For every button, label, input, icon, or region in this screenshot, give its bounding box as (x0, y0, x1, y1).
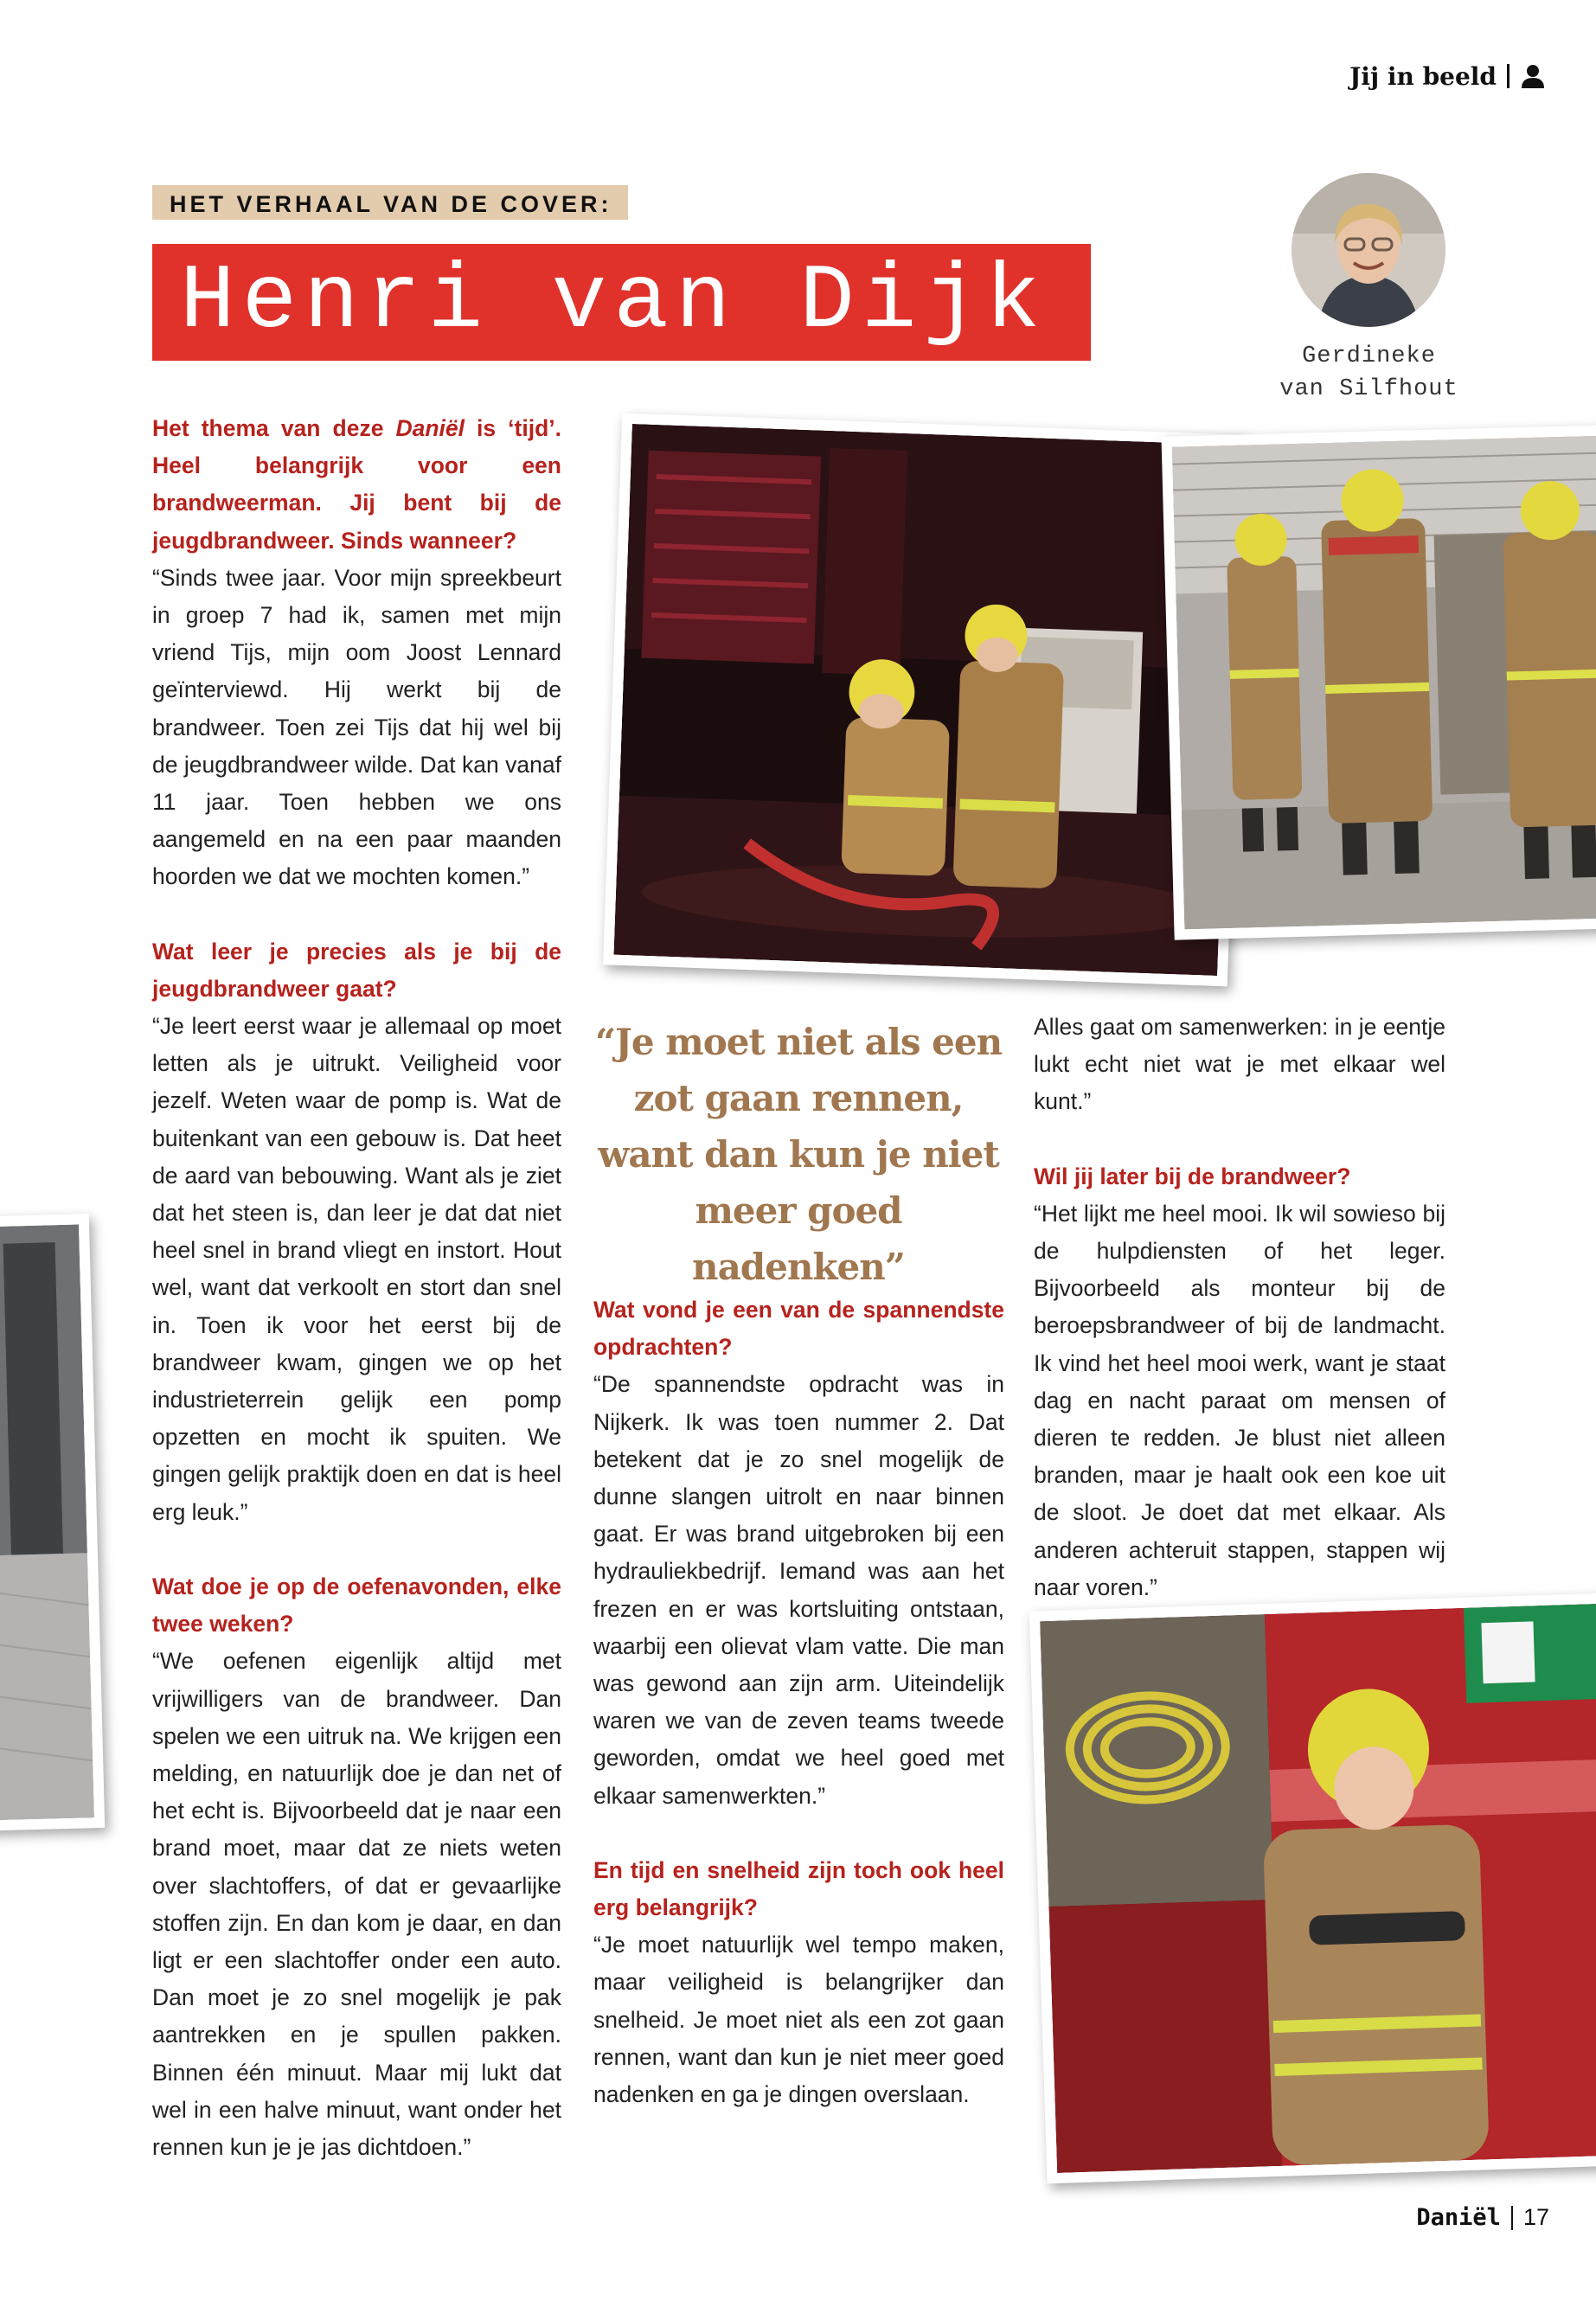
answer-5-continued: Alles gaat om samenwerken: in je eentje lukt echt niet wat je met elkaar wel kunt.” (1034, 1014, 1445, 1115)
magazine-name-em: Daniël (395, 415, 465, 441)
author-name-line-2: van Silfhout (1279, 376, 1458, 402)
title-banner (152, 244, 1091, 361)
question-5: En tijd en snelheid zijn toch ook heel erg belangrijk? (593, 1856, 1004, 1921)
article-column-2 (593, 1292, 1004, 2113)
footer-divider (1511, 2206, 1513, 2230)
question-1-pre: Het thema van deze (152, 415, 396, 441)
answer-6: “Het lijkt me heel mooi. Ik wil sowieso bij de hulpdiensten of het leger. Bijvoorbeeld als monteur bij de beroepsbrandweer of bij de landmacht. Ik vind het heel mooi werk, want je staat dag en nacht paraat om mensen of dieren te redden. Je blust niet alleen branden, maar je haalt ook een koe uit de sloot. Je doet dat met elkaar. Als anderen achteruit stappen, stappen wij naar voren.” (1034, 1200, 1445, 1600)
question-6: Wil jij later bij de brandweer? (1034, 1163, 1351, 1189)
photo-hose-training (603, 413, 1247, 987)
page-number: 17 (1522, 2204, 1549, 2230)
question-2: Wat leer je precies als je bij de jeugdbrandweer gaat? (152, 938, 561, 1002)
photo-group-outdoors (1161, 425, 1596, 939)
question-1-post: is ‘tijd’. Heel belangrijk voor een brandweerman. Jij bent bij de jeugdbrandweer. Sinds wanneer? (152, 415, 561, 554)
photo-boy-with-nozzle (1029, 1593, 1596, 2184)
question-3: Wat doe je op de oefenavonden, elke twee weken? (152, 1573, 561, 1638)
author-avatar (1292, 173, 1445, 327)
section-header (1349, 59, 1546, 93)
page-title: Henri van Dijk (180, 250, 1048, 354)
header-divider (1507, 64, 1509, 88)
author-name (1263, 340, 1475, 406)
answer-3: “We oefenen eigenlijk altijd met vrijwilligers van de brandweer. Dan spelen we een uitruk na. We krijgen een melding, en natuurlijk doe je dan net of het echt is. Bijvoorbeeld dat je naar een brand moet, maar dat ze niets weten over slachtoffers, of dat er gevaarlijke stoffen zijn. En dan kom je daar, en dan ligt er een slachtoffer onder een auto. Dan moet je zo snel mogelijk je pak aantrekken en je spullen pakken. Binnen één minuut. Maar mij lukt dat wel in een halve minuut, want onder het rennen kun je je jas dichtdoen.” (152, 1648, 561, 2160)
answer-5: “Je moet natuurlijk wel tempo maken, maar veiligheid is belangrijker dan snelheid. Je moet niet als een zot gaan rennen, want dan kun je niet meer goed nadenken en ga je dingen overslaan. (593, 1932, 1004, 2108)
kicker-label: HET VERHAAL VAN DE COVER: (152, 185, 628, 220)
photo-building-edge (0, 1214, 105, 1831)
answer-2: “Je leert eerst waar je allemaal op moet letten als je uitrukt. Veiligheid voor jezelf. Weten waar de pomp is. Wat de buitenkant van een gebouw is. Dat heet de aard van bebouwing. Want als je ziet dat het steen is, dan leer je dat dat niet heel snel in brand vliegt en instort. Hout wel, want dat verkoolt en stort dan snel in. Toen ik voor het eerst bij de brandweer kwam, gingen we op het industrieterrein gelijk een pomp opzetten en mocht ik spuiten. We gingen gelijk praktijk doen en dat is heel erg leuk.” (152, 1013, 561, 1525)
author-name-line-1: Gerdineke (1302, 343, 1436, 369)
article-column-3 (1034, 1009, 1445, 1606)
pull-quote: “Je moet niet als een zot gaan rennen, want dan kun je niet meer goed nadenken” (594, 1021, 1003, 1288)
page-footer (1416, 2204, 1549, 2231)
section-label: Jij in beeld (1349, 61, 1497, 91)
article-column-1 (152, 410, 561, 2166)
answer-1: “Sinds twee jaar. Voor mijn spreekbeurt in groep 7 had ik, samen met mijn vriend Tijs, mijn oom Joost Lennard geïnterviewd. Hij werkt bij de brandweer. Toen zei Tijs dat hij wel bij de jeugdbrandweer wilde. Dat kan vanaf 11 jaar. Toen hebben we ons aangemeld en na een paar maanden hoorden we dat we mochten komen.” (152, 564, 561, 890)
answer-4: “De spannendste opdracht was in Nijkerk. Ik was toen nummer 2. Dat betekent dat je zo snel mogelijk de dunne slangen uitrolt en naar binnen gaat. Er was brand uitgebroken bij een hydrauliekbedrijf. Iemand was aan het frezen en er was kortsluiting ontstaan, waarbij een olievat vlam vatte. Die man was gewond aan zijn arm. Uiteindelijk waren we van de zeven teams tweede geworden, omdat we heel goed met elkaar samenwerkten.” (593, 1371, 1004, 1809)
question-4: Wat vond je een van de spannendste opdrachten? (593, 1297, 1004, 1361)
person-icon (1520, 63, 1546, 89)
question-1 (152, 410, 561, 560)
magazine-name: Daniël (1416, 2204, 1501, 2231)
